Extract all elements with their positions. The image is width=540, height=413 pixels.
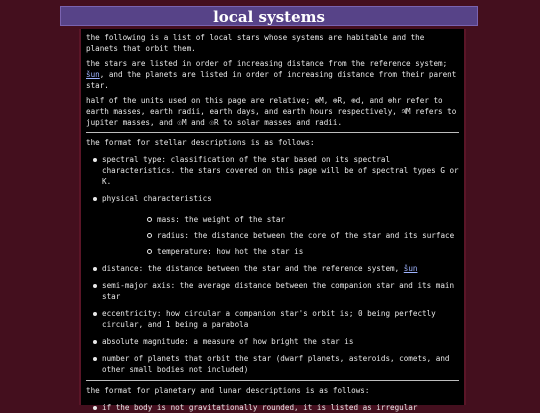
- sub-list-item: temperature: how hot the star is: [102, 246, 459, 257]
- divider: [86, 380, 459, 381]
- sun-link[interactable]: šun: [403, 264, 418, 273]
- list-item: [86, 263, 459, 274]
- list-item: [86, 193, 459, 257]
- planetary-format-heading: the format for planetary and lunar descriptions is as follows:: [86, 386, 370, 395]
- sub-list-item: mass: the weight of the star: [102, 214, 459, 225]
- list-item-label: physical characteristics: [102, 194, 212, 203]
- divider: [86, 132, 459, 133]
- list-item: semi-major axis: the average distance between the companion star and its main star: [86, 280, 459, 302]
- intro-p2-text-before: the stars are listed in order of increasing distance from the reference system;: [86, 59, 448, 68]
- sub-list-item: radius: the distance between the core of the star and its surface: [102, 230, 459, 241]
- stellar-format-list: [86, 154, 459, 375]
- sun-link[interactable]: šun: [86, 70, 100, 79]
- stellar-format-heading: the format for stellar descriptions is as follows:: [86, 138, 315, 147]
- intro-paragraph-1: the following is a list of local stars whose systems are habitable and the planets that orbit them.: [86, 33, 425, 53]
- page-title: local systems: [60, 6, 478, 26]
- list-item: absolute magnitude: a measure of how bright the star is: [86, 336, 459, 347]
- physical-characteristics-sublist: [102, 214, 459, 257]
- list-item: eccentricity: how circular a companion star's orbit is; 0 being perfectly circular, and 1 being a parabola: [86, 308, 459, 330]
- list-item: if the body is not gravitationally rounded, it is listed as irregular: [86, 402, 459, 413]
- list-item: spectral type: classification of the star based on its spectral characteristics. the stars covered on this page will be of spectral types G or K.: [86, 154, 459, 187]
- intro-paragraph-3: half of the units used on this page are relative; ⊕M, ⊕R, ⊕d, and ⊕hr refer to earth masses, earth radii, earth days, and earth hours respectively, ♃M refers to jupiter masses, and ☉M and ☉R to solar masses and radii.: [86, 96, 457, 127]
- intro-paragraph-2: [86, 58, 459, 91]
- intro-p2-text-after: , and the planets are listed in order of increasing distance from their parent star.: [86, 70, 457, 90]
- main-content[interactable]: [79, 29, 466, 412]
- planetary-format-list: [86, 402, 459, 413]
- list-item: number of planets that orbit the star (dwarf planets, asteroids, comets, and other small bodies not included): [86, 353, 459, 375]
- list-item-label: distance: the distance between the star and the reference system,: [102, 264, 404, 273]
